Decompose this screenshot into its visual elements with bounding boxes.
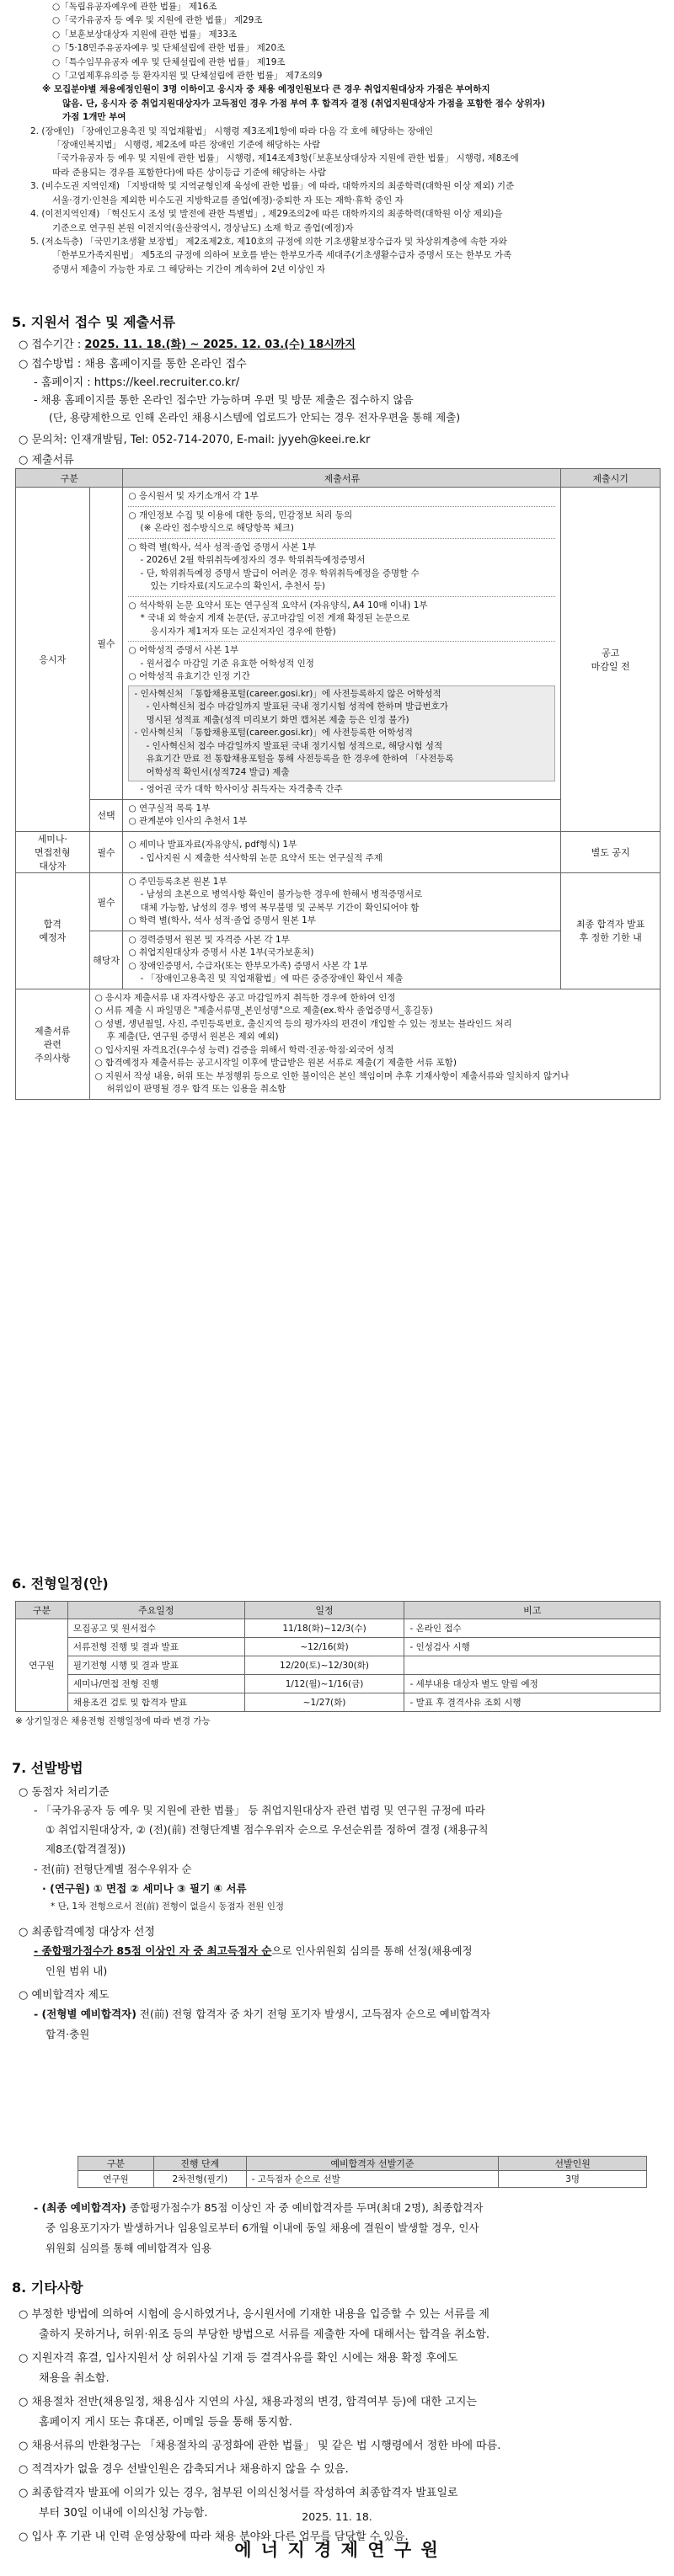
eligibility-note-line: ○「독립유공자예우에 관한 법률」 제16조 [52,2,217,12]
schedule-table [15,1601,661,1712]
other-note-line: ○ 채용절차 전반(채용일정, 채용심사 지연의 사실, 채용과정의 변경, 합격여부 등)에 대한 고지는 [19,2396,477,2408]
eligibility-note-line: 4. (이전지역인재) 「혁신도시 조성 및 발전에 관한 특별법」, 제29조의2에 따른 대학까지의 최종학력(대학원 이상 제외)을 [30,209,503,220]
section-6-title: 6. 전형일정(안) [12,1576,109,1592]
reserve-heading: ○ 예비합격자 제도 [19,1989,110,2002]
applicant-submit-time: 공고 마감일 전 [561,488,661,832]
schedule-row [16,1619,661,1638]
application-period-value: 2025. 11. 18.(화) ~ 2025. 12. 03.(수) 18시까지 [84,339,356,351]
schedule-date: ~12/16(화) [244,1638,404,1656]
document-note-line: ○ 입사지원 자격요건(우수성 능력) 검증을 위해서 학력·전공·학점·외국어 성적 [94,1044,394,1055]
optional-doc-line: ○ 관계분야 인사의 추천서 1부 [128,816,248,826]
schedule-date: 11/18(화)~12/3(수) [244,1619,404,1638]
organization-name: 에 너 지 경 제 연 구 원 [234,2539,440,2560]
other-note-line: 출하지 못하거나, 허위·위조 등의 부당한 방법으로 서류를 제출한 자에 대해서는 합격을 취소함. [39,2328,490,2341]
reserve-cell-criteria: - 고득점자 순으로 선발 [246,2171,499,2188]
language-score-line: 명시된 성적표 제출(성적 미리보기 화면 캡처본 제출 등은 인정 불가) [146,714,409,725]
reserve-cell-stage: 2차전형(필기) [153,2171,246,2188]
other-note-line: ○ 부정한 방법에 의하여 시험에 응시하였거나, 응시원서에 기재한 내용을 입증할 수 있는 서류를 제 [19,2308,489,2321]
schedule-row [16,1656,661,1675]
divider [128,641,555,642]
language-score-box [128,685,555,782]
schedule-header-remark: 비고 [404,1602,661,1619]
reserve-line-2: 합격·충원 [45,2028,90,2040]
schedule-row [16,1638,661,1656]
other-note-line: 홈페이지 게시 또는 휴대폰, 이메일 등을 통해 통지함. [39,2416,292,2429]
final-required-doc-line: 대체 가능함, 남성의 경우 병역 복무불명 및 군복무 기간이 확인되어야 함 [140,902,420,913]
final-reserve-line-1 [34,2200,657,2215]
reserve-table [78,2156,647,2188]
eligibility-note-line: 「한부모가족지원법」 제5조의 규정에 의하여 보호를 받는 한부모가족 세대주(기초생활수급자 증명서 또는 한부모 가족 [52,250,512,261]
document-note-line: ○ 합격예정자 제출서류는 공고시작일 이후에 발급받은 원본 서류로 제출(기 제출한 서류 포함) [94,1058,457,1068]
final-optional-doc-line: ○ 취업지원대상자 증명서 사본 1부(국가보훈처) [128,947,314,957]
divider [128,506,555,507]
final-optional-docs [123,931,561,989]
schedule-remark: - 세부내용 대상자 별도 알림 예정 [404,1675,661,1693]
final-required-doc-line: ○ 주민등록초본 원본 1부 [128,876,227,887]
required-doc-line: 응시자가 제1저자 또는 교신저자인 경우에 한함) [150,626,336,637]
schedule-remark: - 인성검사 시행 [404,1638,661,1656]
final-selection-line-2: 인원 범위 내) [45,1965,108,1977]
divider [128,596,555,597]
application-period [19,335,659,351]
language-score-line: 유효기간 만료 전 통합채용포털을 통해 사전등록을 한 경우에 한하여 「사전등록 [146,754,454,764]
english-country-note: - 영어권 국가 대학 학사이상 취득자는 자격충족 간주 [140,784,343,794]
document-note-line: ○ 성별, 생년월일, 사진, 주민등록번호, 출신지역 등의 평가자의 편견이 개입할 수 있는 정보는 블라인드 처리 [94,1018,512,1029]
document-note-line: 허위임이 판명될 경우 합격 또는 임용을 취소함 [106,1084,286,1094]
seminar-docs [123,831,561,872]
final-optional-doc-line: ○ 경력증명서 원본 및 자격증 사본 각 1부 [128,934,290,945]
reserve-header-count: 선발인원 [499,2157,647,2171]
other-note-line: ○ 채용서류의 반환청구는 「채용절차의 공정화에 관한 법률」 및 같은 법 시행령에서 정한 바에 따름. [19,2440,501,2452]
language-score-line: - 인사혁신처 접수 마감일까지 발표된 국내 정기시험 성적으로, 해당시험 성적 [146,740,443,751]
required-doc-line: ○ 어학성적 유효기간 인정 기간 [128,671,250,681]
seminar-submit-time: 별도 공지 [561,831,661,872]
final-reserve-line-2: 중 임용포기자가 발생하거나 임용일로부터 6개월 이내에 동일 채용에 결원이 발생할 경우, 인사 [45,2221,479,2234]
seminar-doc-line: - 입사지원 시 제출한 석사학위 논문 요약서 또는 연구실적 주제 [140,852,382,863]
reserve-header-stage: 진행 단계 [153,2157,246,2171]
application-method: ○ 접수방법 : 채용 홈페이지를 통한 온라인 접수 [19,358,247,371]
schedule-header-category: 구분 [16,1602,68,1619]
col-header-timing: 제출시기 [561,469,661,488]
language-score-line: - 인사혁신처 접수 마감일까지 발표된 국내 정기시험 성적에 한하며 발급번호가 [146,701,448,712]
online-only-note: - 채용 홈페이지를 통한 온라인 접수만 가능하며 우편 및 방문 제출은 접수하지 않음 [34,393,414,406]
document-note-line: ○ 지원서 작성 내용, 허위 또는 부정행위 등으로 인한 불이익은 본인 책임이며 추후 기재사항이 제출서류와 일치하지 않거나 [94,1070,570,1081]
schedule-step: 채용조건 검토 및 합격자 발표 [67,1693,244,1712]
documents-notes [89,989,660,1099]
required-doc-line: ○ 학력 별(학사, 석사 성적·졸업 증명서 사본 1부 [128,541,316,552]
eligibility-note-line: ○「보훈보상대상자 지원에 관한 법률」 제33조 [52,29,238,40]
eligibility-note-line: 기준으로 연구원 본원 이전지역(울산광역시, 경상남도) 소재 학교 졸업(예정)자 [52,222,354,233]
email-exception-note: (단, 용량제한으로 인해 온라인 채용시스템에 업로드가 안되는 경우 전자우편을 통해 제출) [49,411,461,424]
applicant-optional-docs [123,799,561,831]
other-note-line: 채용을 취소함. [39,2372,110,2385]
final-optional-doc-line: ○ 장애인증명서, 수급자(또는 한부모가족) 증명서 사본 각 1부 [128,960,368,971]
row-label-final-required: 필수 [89,872,123,931]
final-selection-criteria: - 종합평가점수가 85점 이상인 자 중 최고득점자 순 [34,1944,272,1957]
required-doc-line: - 2026년 2월 학위취득예정자의 경우 학위취득예정증명서 [140,555,366,565]
notice-date: 2025. 11. 18. [302,2510,372,2523]
eligibility-note-line: ○「5·18민주유공자예우 및 단체설립에 관한 법률」 제20조 [52,43,286,54]
eligibility-note-line: 「국가유공자 등 예우 및 지원에 관한 법률」 시행령, 제14조제3항(「보훈보상대상자 지원에 관한 법률」 시행령, 제8조에 [52,153,519,164]
schedule-step: 세미나/면접 전형 진행 [67,1675,244,1693]
required-doc-line: - 원서접수 마감일 기준 유효한 어학성적 인정 [140,658,314,669]
final-selection-heading: ○ 최종합격예정 대상자 선정 [19,1926,155,1939]
col-header-documents: 제출서류 [123,469,561,488]
section-7-title: 7. 선발방법 [12,1760,83,1776]
contact-info: ○ 문의처: 인재개발팀, Tel: 052-714-2070, E-mail: jyyeh@keei.re.kr [19,434,371,446]
schedule-step: 서류전형 진행 및 결과 발표 [67,1638,244,1656]
required-doc-line: * 국내 외 학술지 게재 논문(단, 공고마감일 이전 게재 확정된 논문으로 [140,613,410,623]
tie-line-2: ① 취업지원대상자, ② (전)(前) 전형단계별 점수우위자 순으로 우선순위를 정하여 결정 (채용규칙 [45,1823,489,1836]
application-period-label: ○ 접수기간 : [19,339,85,351]
eligibility-note-line: 따라 준용되는 경우를 포함한다)에 따른 상이등급 기준에 해당하는 사람 [52,167,326,178]
eligibility-note-line: 「장애인복지법」 시행령, 제2조에 따른 장애인 기준에 해당하는 사람 [52,140,321,151]
required-doc-line: ○ 어학성적 증명서 사본 1부 [128,645,239,655]
eligibility-note-line: 3. (비수도권 지역인재) 「지방대학 및 지역균형인재 육성에 관한 법률」에 따라, 대학까지의 최종학력(대학원 이상 제외) 기준 [30,181,515,192]
row-label-final-optional: 해당자 [89,931,123,989]
applicant-required-docs [123,488,561,800]
required-doc-line: 있는 기타자료(지도교수의 확인서, 추천서 등) [150,581,325,591]
final-submit-time: 최종 합격자 발표 후 정한 기한 내 [561,872,661,989]
final-reserve-type: - (최종 예비합격자) [34,2201,126,2214]
schedule-note: ※ 상기일정은 채용전형 진행일정에 따라 변경 가능 [15,1716,211,1726]
schedule-step: 모집공고 및 원서접수 [67,1619,244,1638]
final-required-docs [123,872,561,931]
eligibility-notes-list [30,0,650,276]
language-score-line: 어학성적 확인서(성적724 발급) 제출 [146,766,290,777]
reserve-line-1 [34,2006,657,2021]
other-note-line: ○ 최종합격자 발표에 이의가 있는 경우, 첨부된 이의신청서를 작성하여 최종합격자 발표일로 [19,2487,458,2499]
schedule-row [16,1675,661,1693]
eligibility-note-line: 5. (저소득층) 「국민기초생활 보장법」 제2조제2호, 제10호의 규정에 의한 기초생활보장수급자 및 차상위계층에 속한 자와 [30,236,507,247]
reserve-header-category: 구분 [78,2157,154,2171]
final-required-doc-line: - 남성의 초본으로 병역사항 확인이 불가능한 경우에 한해서 병적증명서로 [140,889,423,899]
schedule-remark: - 발표 후 결격사유 조회 시행 [404,1693,661,1712]
tie-line-5: · (연구원) ① 면접 ② 세미나 ③ 필기 ④ 서류 [42,1882,247,1895]
row-label-applicant: 응시자 [16,488,90,832]
eligibility-note-line: ※ 모집분야별 채용예정인원이 3명 이하이고 응시자 중 채용 예정인원보다 큰 경우 취업지원대상자 가점은 부여하지 [42,84,490,95]
row-label-seminar: 세미나· 면접전형 대상자 [16,831,90,872]
required-doc-line: ○ 응시원서 및 자기소개서 각 1부 [128,491,259,501]
section-5-title: 5. 지원서 접수 및 제출서류 [12,314,176,330]
schedule-remark [404,1656,661,1675]
reserve-header-criteria: 예비합격자 선발기준 [246,2157,499,2171]
document-note-line: 후 제출(단, 연구원 증명서 원본은 제외 예외) [106,1032,279,1042]
schedule-date: 1/12(월)~1/16(금) [244,1675,404,1693]
required-doc-line: - 단, 학위취득예정 증명서 발급이 어려운 경우 학위취득예정을 증명할 수 [140,568,420,579]
final-required-doc-line: ○ 학력 별(학사, 석사 성적·졸업 증명서 원본 1부 [128,915,316,925]
row-label-optional: 선택 [89,799,123,831]
row-label-final: 합격 예정자 [16,872,90,989]
language-score-line: - 인사혁신처 「통합채용포털(career.gosi.kr)」에 사전등록하지 않은 어학성적 [134,688,441,699]
eligibility-note-line: 서울·경기·인천을 제외한 비수도권 지방학교를 졸업(예정)·중퇴한 자 또는 재학·휴학 중인 자 [52,195,404,205]
schedule-date: 12/20(토)~12/30(화) [244,1656,404,1675]
eligibility-note-line: 않음. 단, 응시자 중 취업지원대상자가 고득점인 경우 가점 부여 후 합격자 결정 (취업지원대상자 가점을 포함한 점수 상위자) [62,98,546,109]
other-note-line: ○ 지원자격 휴결, 입사지원서 상 허위사실 기재 등 결격사유를 확인 시에는 채용 확정 후에도 [19,2352,458,2365]
seminar-doc-line: ○ 세미나 발표자료(자유양식, pdf형식) 1부 [128,840,297,850]
optional-doc-line: ○ 연구실적 목록 1부 [128,803,211,813]
eligibility-note-line: ○「국가유공자 등 예우 및 지원에 관한 법률」 제29조 [52,15,263,26]
language-score-line: - 인사혁신처 「통합채용포털(career.gosi.kr)」에 사전등록한 어학성적 [134,728,413,738]
schedule-row [16,1693,661,1712]
row-label-required: 필수 [89,488,123,800]
other-note-line: 부터 30일 이내에 이의신청 가능함. [39,2507,208,2520]
row-label-notes: 제출서류 관련 주의사항 [16,989,90,1099]
tie-line-1: - 「국가유공자 등 예우 및 지원에 관한 법률」 등 취업지원대상자 관련 법령 및 연구원 규정에 따라 [34,1804,485,1816]
reserve-type: - (전형별 예비합격자) [34,2008,136,2020]
schedule-step: 필기전형 시행 및 결과 발표 [67,1656,244,1675]
col-header-category: 구분 [16,469,123,488]
tie-line-3: 제8조(합격결정)) [45,1843,126,1855]
tie-line-6: * 단, 1차 전형으로서 전(前) 전형이 없을시 동점자 전원 인정 [51,1901,285,1912]
row-label-seminar-required: 필수 [89,831,123,872]
homepage-link[interactable]: - 홈페이지 : https://keel.recruiter.co.kr/ [34,376,240,389]
divider [128,538,555,539]
reserve-desc: 전(前) 전형 합격자 중 차기 전형 포기자 발생시, 고득점자 순으로 예비합격자 [136,2008,491,2020]
documents-table [15,468,661,1100]
schedule-date: ~1/27(화) [244,1693,404,1712]
eligibility-note-line: 가점 1개만 부여 [62,112,126,123]
other-note-line: ○ 입사 후 기관 내 인력 운영상황에 따라 채용 분야와 다른 업무를 담당할 수 있음. [19,2531,409,2543]
tie-heading: ○ 동점자 처리기준 [19,1786,110,1799]
eligibility-note-line: 2. (장애인) 「장애인고용촉진 및 직업재활법」 시행령 제3조제1항에 따라 다음 각 호에 해당하는 장애인 [30,125,434,136]
other-note-line: ○ 적격자가 없을 경우 선발인원은 감축되거나 채용하지 않을 수 있음. [19,2463,349,2476]
final-reserve-desc: 종합평가점수가 85점 이상인 자 중 예비합격자를 두며(최대 2명), 최종합격자 [126,2201,484,2214]
schedule-header-date: 일정 [244,1602,404,1619]
schedule-group-label: 연구원 [16,1619,68,1712]
section-8-title: 8. 기타사항 [12,2280,83,2296]
document-note-line: ○ 응시자 제출서류 내 자격사항은 공고 마감일까지 취득한 경우에 한하여 인정 [94,992,396,1003]
final-selection-line-1 [34,1943,657,1958]
documents-heading: ○ 제출서류 [19,454,74,467]
document-note-line: ○ 서류 제출 시 파일명은 "제출서류명_본인성명"으로 제출(ex.학사 졸업증명서_홍길동) [94,1005,433,1016]
final-optional-doc-line: - 「장애인고용촉진 및 직업재활법」에 따른 중증장애인 확인서 제출 [140,973,404,984]
final-reserve-line-3: 위원회 심의를 통해 예비합격자 임용 [45,2242,212,2254]
required-doc-line: ○ 개인정보 수집 및 이용에 대한 동의, 민감정보 처리 동의 [128,509,353,520]
schedule-remark: - 온라인 접수 [404,1619,661,1638]
required-doc-line: (※ 온라인 접수방식으로 해당항목 체크) [140,523,294,533]
eligibility-note-line: 증명서 제출이 가능한 자로 그 해당하는 기간이 계속하여 2년 이상인 자 [52,264,326,275]
final-selection-process: 으로 인사위원회 심의를 통해 선정(채용예정 [271,1944,473,1957]
reserve-cell-category: 연구원 [78,2171,154,2188]
tie-line-4: - 전(前) 전형단계별 점수우위자 순 [34,1863,192,1875]
schedule-header-step: 주요일정 [67,1602,244,1619]
reserve-cell-count: 3명 [499,2171,647,2188]
eligibility-note-line: ○「특수임무유공자 예우 및 단체설립에 관한 법률」 제19조 [52,56,286,67]
eligibility-note-line: ○「고엽제후유의증 등 환자지원 및 단체설립에 관한 법률」 제7조의9 [52,71,323,82]
required-doc-line: ○ 석사학위 논문 요약서 또는 연구실적 요약서 (자유양식, A4 10매 이내) 1부 [128,600,428,611]
